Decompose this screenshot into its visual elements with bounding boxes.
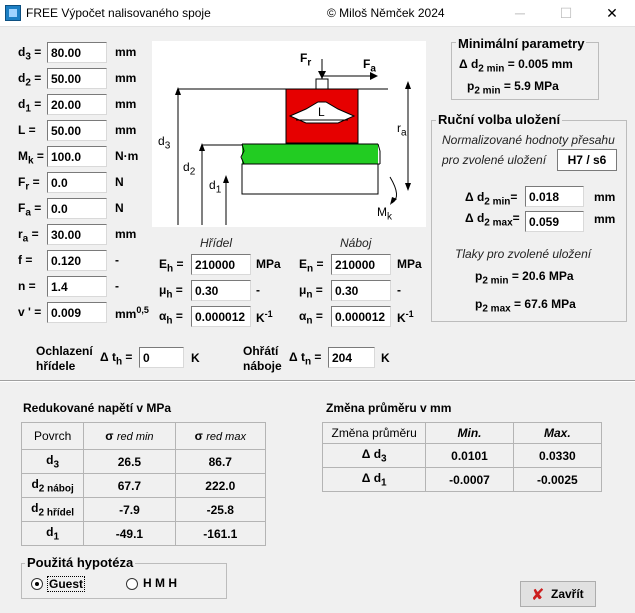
manual-fit-title: Ruční volba uložení xyxy=(438,112,561,127)
dmax-input[interactable]: 0.059 xyxy=(525,211,584,232)
hridel-alpha-unit: $K^{-1}$ xyxy=(256,309,273,325)
pressure-note: Tlaky pro zvolené uložení xyxy=(455,247,592,261)
naboj-mu-label: $\mu_n$ = xyxy=(299,283,323,301)
param-label-9: n = xyxy=(18,279,36,293)
param-unit-4: N·m xyxy=(115,149,139,163)
stress-table xyxy=(21,422,266,546)
diam-header-max: Max. xyxy=(513,423,601,444)
diagram-label-mk: $M_k$ xyxy=(377,205,392,223)
stress-cell-max: -25.8 xyxy=(175,498,265,522)
heating-label-2: náboje xyxy=(243,359,282,373)
close-button[interactable] xyxy=(520,581,596,607)
shaft-bore-shape xyxy=(242,164,378,194)
naboj-alpha-label: $\alpha_n$ = xyxy=(299,309,323,327)
hridel-E-unit: MPa xyxy=(256,257,281,271)
stress-row xyxy=(22,450,266,474)
diam-row xyxy=(323,444,602,468)
pmax-line: $p_{2 max} = 67.6$ MPa xyxy=(475,297,576,315)
cooling-input[interactable]: 0 xyxy=(139,347,184,368)
diam-header-min: Min. xyxy=(426,423,513,444)
min-p-line: $p_{2 min} = 5.9$ MPa xyxy=(467,79,559,97)
param-unit-2: mm xyxy=(115,97,137,111)
stress-cell-min: -49.1 xyxy=(84,522,175,546)
heating-label-1: Ohřátí xyxy=(243,344,279,358)
maximize-icon[interactable]: ☐ xyxy=(559,5,573,21)
param-unit-3: mm xyxy=(115,123,137,137)
min-d-line: Δ $d_{2 min} = 0.005$ mm xyxy=(459,57,573,75)
normalized-note: Normalizované hodnoty přesahu xyxy=(442,133,615,147)
param-label-0: $d_3$ = xyxy=(18,45,42,63)
diam-table-title: Změna průměru v mm xyxy=(326,401,452,415)
param-unit-9: - xyxy=(115,279,119,293)
pmin-line: $p_{2 min} = 20.6$ MPa xyxy=(475,269,574,287)
section-separator xyxy=(0,380,635,382)
param-label-6: $F_a$ = xyxy=(18,201,42,219)
stress-header-surface: Povrch xyxy=(22,423,84,450)
diagram-label-L: L xyxy=(318,105,325,119)
stress-table-title: Redukované napětí v MPa xyxy=(23,401,172,415)
param-input-1[interactable]: 50.00 xyxy=(47,68,107,89)
shaft-shape xyxy=(242,144,378,164)
shaft-heading: Hřídel xyxy=(200,236,233,250)
stress-cell-min: 67.7 xyxy=(84,474,175,498)
naboj-mu-unit: - xyxy=(397,283,401,297)
stress-cell-max: -161.1 xyxy=(175,522,265,546)
app-icon xyxy=(5,5,21,21)
param-input-0[interactable]: 80.00 xyxy=(47,42,107,63)
stress-cell-surface: $d_1$ xyxy=(22,522,84,546)
stress-cell-min: -7.9 xyxy=(84,498,175,522)
diam-cell-min: 0.0101 xyxy=(426,444,513,468)
diam-cell-max: -0.0025 xyxy=(513,468,601,492)
diagram-label-fa: $F_a$ xyxy=(363,57,376,75)
cooling-symbol: Δ $t_h$ = xyxy=(100,350,133,368)
param-input-2[interactable]: 20.00 xyxy=(47,94,107,115)
fit-selector[interactable]: H7 / s6 xyxy=(557,149,617,171)
naboj-alpha-unit: $K^{-1}$ xyxy=(397,309,414,325)
param-input-10[interactable]: 0.009 xyxy=(47,302,107,323)
param-input-8[interactable]: 0.120 xyxy=(47,250,107,271)
stress-cell-surface: $d_3$ xyxy=(22,450,84,474)
param-input-5[interactable]: 0.0 xyxy=(47,172,107,193)
hridel-mu-unit: - xyxy=(256,283,260,297)
radio-hmh-label[interactable]: H M H xyxy=(143,576,177,590)
cooling-unit: K xyxy=(191,351,200,365)
stress-header-max: σ red max xyxy=(175,423,265,450)
hridel-alpha-input[interactable]: 0.000012 xyxy=(191,306,251,327)
x-mark-icon: ✘ xyxy=(531,587,545,604)
window-copyright: © Miloš Němček 2024 xyxy=(327,6,445,20)
stress-row xyxy=(22,498,266,522)
dmax-unit: mm xyxy=(594,212,616,226)
naboj-E-unit: MPa xyxy=(397,257,422,271)
diam-cell-min: -0.0007 xyxy=(426,468,513,492)
param-input-7[interactable]: 30.00 xyxy=(47,224,107,245)
naboj-E-input[interactable]: 210000 xyxy=(331,254,391,275)
hridel-E-input[interactable]: 210000 xyxy=(191,254,251,275)
param-input-3[interactable]: 50.00 xyxy=(47,120,107,141)
diam-cell-label: Δ $d_1$ xyxy=(323,468,426,492)
param-unit-8: - xyxy=(115,253,119,267)
hridel-mu-input[interactable]: 0.30 xyxy=(191,280,251,301)
radio-hmh[interactable] xyxy=(126,578,138,590)
hub-heading: Náboj xyxy=(340,236,372,250)
min-params-title: Minimální parametry xyxy=(458,36,585,51)
dmin-unit: mm xyxy=(594,190,616,204)
param-unit-6: N xyxy=(115,201,124,215)
param-label-7: $r_a$ = xyxy=(18,227,39,245)
param-label-8: f = xyxy=(18,253,33,267)
naboj-E-label: $E_n$ = xyxy=(299,257,324,275)
param-unit-1: mm xyxy=(115,71,137,85)
force-block xyxy=(316,79,328,89)
diagram-label-d1: $d_1$ xyxy=(209,178,222,196)
hridel-alpha-label: $\alpha_h$ = xyxy=(159,309,183,327)
stress-row xyxy=(22,522,266,546)
window-title: FREE Výpočet nalisovaného spoje xyxy=(26,6,211,20)
param-input-9[interactable]: 1.4 xyxy=(47,276,107,297)
stress-row xyxy=(22,474,266,498)
diagram-label-d3: $d_3$ xyxy=(158,134,171,152)
stress-cell-max: 86.7 xyxy=(175,450,265,474)
param-label-3: L = xyxy=(18,123,36,137)
param-unit-10: mm$^{0,5}$ xyxy=(115,305,149,321)
dmin-label: Δ $d_{2 min}=$ xyxy=(465,190,518,208)
heating-symbol: Δ $t_n$ = xyxy=(289,350,322,368)
close-icon[interactable]: ✕ xyxy=(606,5,618,21)
stress-cell-min: 26.5 xyxy=(84,450,175,474)
param-label-4: $M_k$ = xyxy=(18,149,44,167)
dmax-label: Δ $d_{2 max}=$ xyxy=(465,211,520,229)
diagram-label-fr: $F_r$ xyxy=(300,51,312,69)
cooling-label-1: Ochlazení xyxy=(36,344,93,358)
stress-cell-surface: $d_{2 náboj}$ xyxy=(22,474,84,498)
heating-input[interactable]: 204 xyxy=(328,347,375,368)
naboj-alpha-input[interactable]: 0.000012 xyxy=(331,306,391,327)
diagram-label-ra: $r_a$ xyxy=(397,121,407,139)
param-unit-5: N xyxy=(115,175,124,189)
radio-guest-label[interactable]: Guest xyxy=(49,577,84,591)
diam-table xyxy=(322,422,602,492)
param-input-6[interactable]: 0.0 xyxy=(47,198,107,219)
param-unit-0: mm xyxy=(115,45,137,59)
hypothesis-title: Použitá hypotéza xyxy=(27,555,134,570)
stress-cell-max: 222.0 xyxy=(175,474,265,498)
param-label-2: $d_1$ = xyxy=(18,97,42,115)
param-label-10: v ' = xyxy=(18,305,42,319)
radio-guest[interactable] xyxy=(31,578,43,590)
param-input-4[interactable]: 100.0 xyxy=(47,146,107,167)
diam-header-change: Změna průměru xyxy=(323,423,426,444)
param-unit-7: mm xyxy=(115,227,137,241)
heating-unit: K xyxy=(381,351,390,365)
diam-cell-label: Δ $d_3$ xyxy=(323,444,426,468)
cooling-label-2: hřídele xyxy=(36,359,76,373)
chosen-fit-note: pro zvolené uložení xyxy=(442,153,547,167)
diam-cell-max: 0.0330 xyxy=(513,444,601,468)
dmin-input[interactable]: 0.018 xyxy=(525,186,584,207)
hridel-E-label: $E_h$ = xyxy=(159,257,184,275)
joint-diagram xyxy=(152,41,426,227)
diam-row xyxy=(323,468,602,492)
hridel-mu-label: $\mu_h$ = xyxy=(159,283,183,301)
diagram-label-d2: $d_2$ xyxy=(183,160,196,178)
stress-cell-surface: $d_{2 hřídel}$ xyxy=(22,498,84,522)
close-button-label: Zavřít xyxy=(551,587,584,601)
minimize-icon[interactable]: ─ xyxy=(515,5,525,21)
param-label-1: $d_2$ = xyxy=(18,71,42,89)
stress-header-min: σ red min xyxy=(84,423,175,450)
param-label-5: $F_r$ = xyxy=(18,175,40,193)
naboj-mu-input[interactable]: 0.30 xyxy=(331,280,391,301)
